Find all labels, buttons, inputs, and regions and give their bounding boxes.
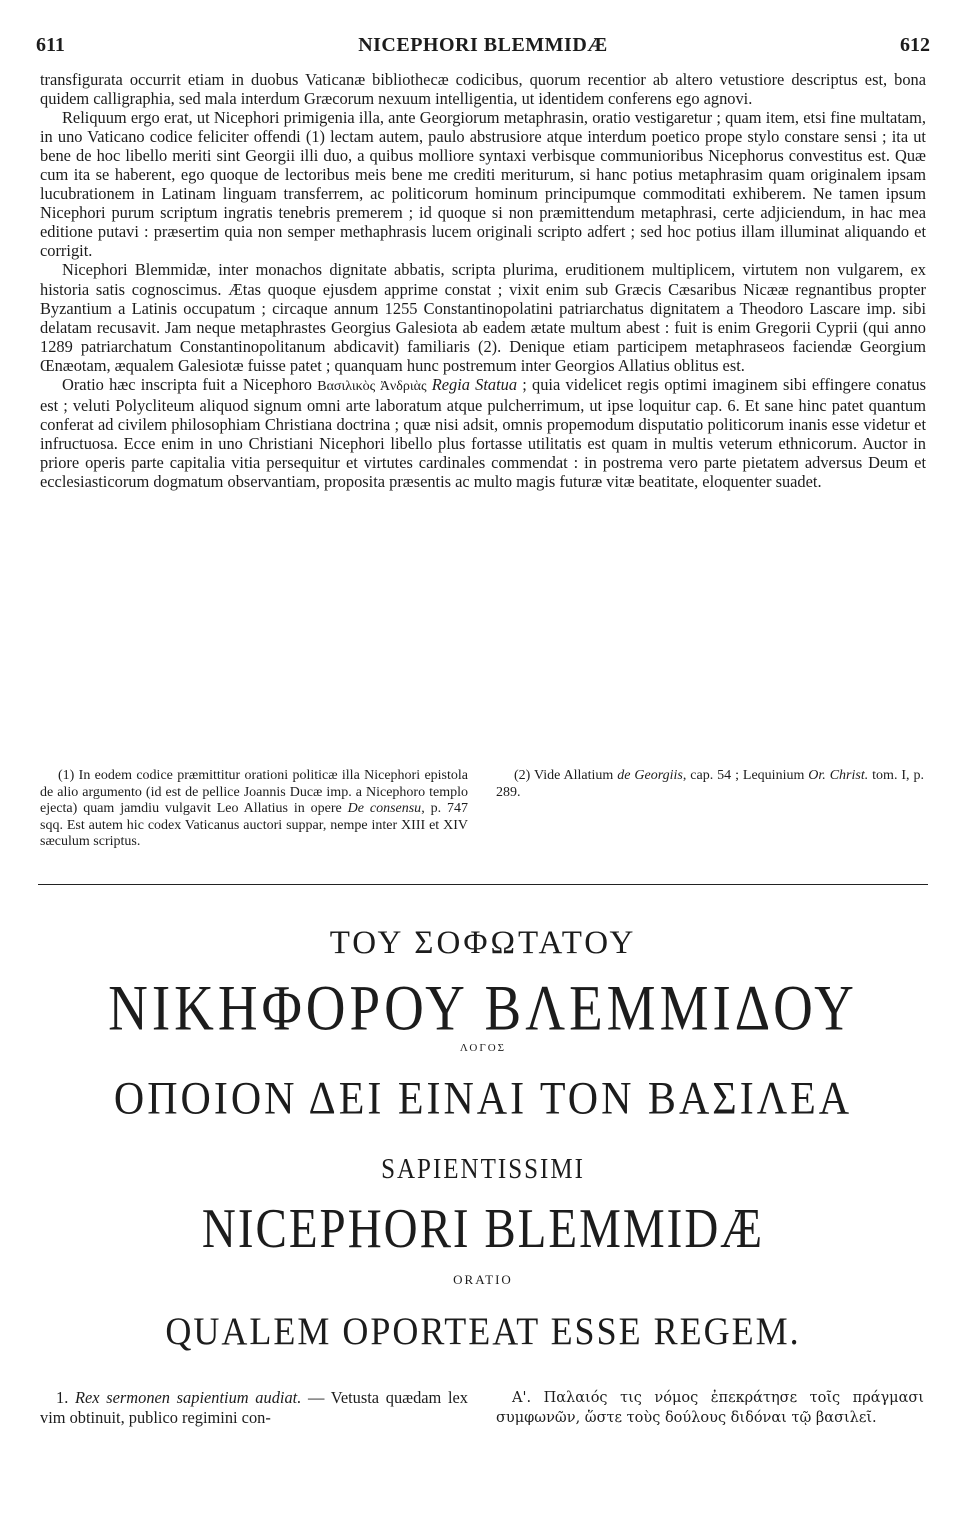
title-greek-subject: ΟΠΟΙΟΝ ΔΕΙ ΕΙΝΑΙ ΤΟΝ ΒΑΣΙΛΕΑ	[113, 1073, 853, 1125]
footnote-1	[40, 768, 468, 851]
text-run: Oratio hæc inscripta fuit a Nicephoro	[62, 374, 318, 394]
section-number: 1.	[56, 1388, 75, 1407]
text-columns	[40, 1388, 926, 1448]
footnote-column-left	[40, 768, 468, 851]
text-run: — Vetusta quædam lex vim obtinuit, publico regimini con-	[40, 1388, 469, 1427]
text-run: , p. 747 sqq. Est autem hic codex Vaticanus auctori suppar, nempe inter XIII et XIV sæculum scriptus.	[40, 801, 468, 850]
page-number-right: 612	[900, 34, 930, 56]
section-number: Α'.	[512, 1390, 544, 1406]
title-latin-subject: QUALEM OPORTEAT ESSE REGEM.	[165, 1309, 801, 1353]
greek-paragraph	[496, 1388, 924, 1428]
footnote-column-right	[496, 768, 924, 801]
italic-phrase: Or. Christ.	[808, 768, 869, 783]
italic-phrase: De consensu	[347, 801, 422, 817]
greek-phrase: Βασιλικὸς Ἀνδριὰς	[317, 378, 427, 394]
title-latin-epithet: SAPIENTISSIMI	[381, 1153, 585, 1185]
paragraph	[40, 375, 926, 491]
italic-phrase: Regia Statua	[431, 374, 518, 394]
latin-paragraph	[40, 1388, 468, 1428]
paragraph: Nicephori Blemmidæ, inter monachos dignitate abbatis, scripta plurima, eruditionem multiplicem, virtutem non vulgarem, ex historia satis cognoscimus. Ætas quoque ejusdem apprime constat ; vixit enim sub Græcis Cæsaribus Nicææ regnantibus propter Byzantium a Latinis occupatum ; circaque annum 1255 Constantinopolatini patriarchatus dignitatem a Theodoro Lascare imp. sibi delatam recusavit. Jam neque metaphrastes Georgius Galesiota ab eadem ætate multum abest : fuit is enim Gregorii Cyprii (qui anno 1289 patriarchatum Constantinopolitanum abdicavit) familiaris (2). Denique etiam participem metaphraseos faciendæ Georgium Œnæotam, æqualem Galesiotæ fuisse patet ; quanquam hunc postremum inter Georgios Allatius oblitus est.	[40, 260, 926, 375]
section-divider	[38, 884, 928, 885]
text-run: (2) Vide Allatium	[514, 768, 618, 783]
text-run: tom. I, p. 289.	[496, 768, 924, 800]
section-heading: Rex sermonen sapientium audiat.	[75, 1388, 302, 1407]
running-header	[36, 34, 930, 60]
text-run: ; quia videlicet regis optimi imaginem sibi effingere conatus est ; veluti Polycliteum aliquod signum omni arte laboratum atque pulcherrimum, ut ipse loquitur cap. 6. Et sane hinc patet quantum conferat ad civilem philosophiam Christiana doctrina ; quæ nisi adsit, omnis propemodum disputatio politicorum inanis esse videtur et infructuosa. Ecce enim in uno Christiani Nicephori libello plus fortasse utilitatis est quam in multis veterum ethnicorum. Auctor in priore operis parte capitalia vitia persequitur et virtutes cardinales commendat : in postrema vero parte pietatem adversus Deum et ecclesiasticorum dogmatum observantiam, proposita præsentis ac multo magis futuræ vitæ beatitate, eloquenter suadet.	[40, 374, 927, 491]
paragraph: transfigurata occurrit etiam in duobus Vaticanæ bibliothecæ codicibus, quorum recentior ab altero vetustiore descriptus est, bona quidem calligraphia, sed mala interdum Græcorum nexuum intelligentia, ut identidem conferens ego agnovi.	[40, 70, 926, 109]
footnote-2	[496, 768, 924, 801]
text-run: Παλαιός τις νόμος ἐπεκράτησε τοῖς πράγμασι συμφωνῶν, ὥστε τοὺς δούλους διδόναι τῷ βασιλεῖ.	[496, 1390, 924, 1426]
text-run: , cap. 54 ; Lequinium	[682, 768, 809, 783]
greek-column	[496, 1388, 924, 1428]
title-latin-oratio: ORATIO	[453, 1272, 513, 1287]
title-greek-author: ΝΙΚΗΦΟΡΟΥ ΒΛΕΜΜΙΔΟΥ	[108, 971, 858, 1044]
running-title: NICEPHORI BLEMMIDÆ	[358, 34, 608, 56]
text-run: (1) In eodem codice præmittitur orationi politicæ illa Nicephori epistola de alio argumento (id est de pellice Joannis Ducæ imp. a Nicephoro templo ejecta) quam jamdiu vulgavit Leo Allatius in opere	[40, 768, 468, 817]
preface-text	[40, 70, 926, 491]
italic-phrase: de Georgiis	[617, 768, 683, 783]
page-number-left: 611	[36, 34, 65, 56]
title-greek-epithet: ΤΟΥ ΣΟΦΩΤΑΤΟΥ	[329, 925, 637, 961]
footnotes	[40, 768, 926, 868]
latin-column	[40, 1388, 468, 1428]
title-greek-logos: ΛΟΓΟΣ	[459, 1042, 507, 1054]
title-latin-author: NICEPHORI BLEMMIDÆ	[201, 1197, 765, 1261]
paragraph: Reliquum ergo erat, ut Nicephori primigenia illa, ante Georgiorum metaphrasin, oratio vestigaretur ; quam item, etsi fine multatam, in uno Vaticano codice feliciter offendi (1) lectam autem, paulo abstrusiore atque interdum poetico prope stylo constare sensi ; ita ut bene de hoc libello meriti sint Georgii illi duo, a quibus molliore syntaxi verbisque communioribus Nicephorus convestitus est. Quæ cum ita se haberent, ego quoque de lectoribus meis bene me crediti meriturum, si hanc potius metaphrasim quam originalem ipsam lucubrationem in Latinam linguam transferrem, ac politicorum hominum principumque commoditati exhiberem. Ne tamen ipsum Nicephori purum scriptum ingratis tenebris premerem ; id quoque si non præmittendum metaphrasi, certe adjiciendum, in hac mea editione putavi : præsertim quia non semper methaphrasis lucem originali scripto adfert ; sed hoc potius illam illuminat aliquando et corrigit.	[40, 108, 926, 261]
